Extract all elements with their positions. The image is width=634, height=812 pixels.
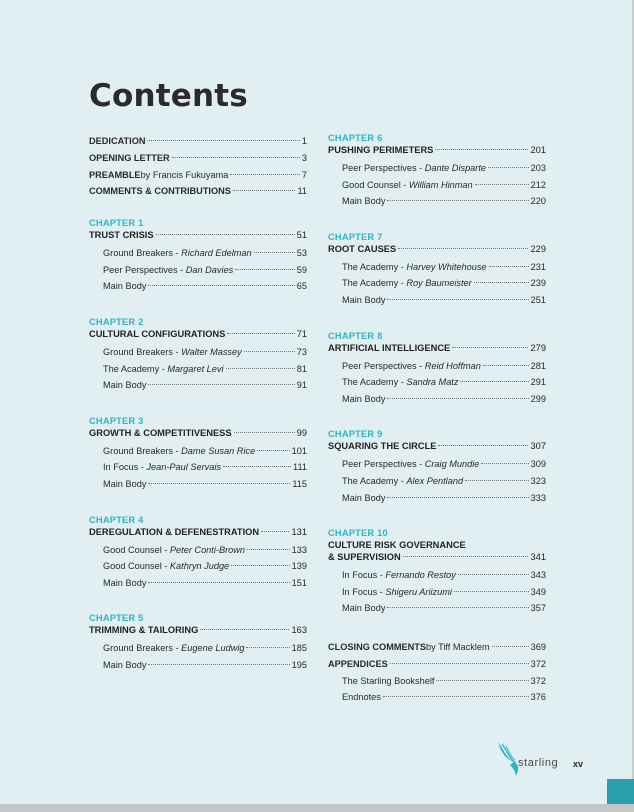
toc-entry-dedication[interactable] (89, 133, 307, 150)
chapter-title: ROOT CAUSES (328, 243, 397, 254)
chapter-title-entry[interactable] (328, 243, 546, 255)
page-number: 376 (530, 692, 546, 703)
toc-sub-entry[interactable] (328, 567, 546, 584)
entry-separator: - (377, 586, 386, 597)
toc-sub-entry[interactable] (328, 259, 546, 276)
entry-author: Fernando Restoy (385, 570, 456, 581)
page-number: 73 (296, 346, 307, 357)
toc-sub-entry[interactable] (89, 443, 307, 460)
dot-leader (488, 167, 529, 168)
dot-leader (257, 450, 289, 451)
page-number: 3 (301, 152, 307, 163)
page-number: 369 (530, 641, 546, 652)
page-number: 281 (530, 360, 546, 371)
dot-leader (458, 574, 529, 575)
dot-leader (454, 591, 529, 592)
entry-separator: - (161, 561, 170, 572)
entry-kind: Peer Perspectives (342, 360, 417, 371)
dot-leader (261, 531, 289, 532)
left-chapters (89, 218, 307, 673)
chapter-title: CULTURAL CONFIGURATIONS (89, 328, 226, 339)
chapter-title-entry[interactable] (89, 328, 307, 340)
entry-author: Jean-Paul Servais (146, 462, 221, 473)
dot-leader (387, 200, 528, 201)
dot-leader (148, 285, 294, 286)
entry-kind: Main Body (103, 380, 147, 391)
chapter-number: CHAPTER 7 (328, 231, 383, 242)
toc-sub-entry[interactable] (328, 292, 546, 309)
toc-sub-entry[interactable] (89, 575, 307, 592)
brand-name: starling (518, 757, 559, 769)
dot-leader (231, 565, 289, 566)
toc-entry-opening-letter[interactable] (89, 150, 307, 167)
toc-entry-comments[interactable] (89, 183, 307, 200)
dot-leader (148, 384, 294, 385)
toc-sub-entry[interactable] (89, 377, 307, 394)
chapter-number: CHAPTER 2 (89, 316, 144, 327)
entry-author: Kathryn Judge (169, 561, 230, 572)
chapter-title-entry[interactable] (89, 624, 307, 636)
page-number: 343 (530, 570, 546, 581)
toc-sub-entry[interactable] (89, 476, 307, 493)
toc-sub-entry[interactable] (89, 262, 307, 279)
entry-kind: Peer Perspectives (103, 264, 178, 275)
toc-entry-bookshelf[interactable] (328, 673, 546, 690)
page-number: 111 (293, 462, 307, 473)
entry-label: OPENING LETTER (89, 152, 170, 163)
entry-label: COMMENTS & CONTRIBUTIONS (89, 186, 231, 197)
page-number: 299 (530, 393, 546, 404)
entry-kind: Main Body (342, 603, 386, 614)
dot-leader (230, 174, 299, 175)
dot-leader (254, 252, 295, 253)
chapter-section (328, 331, 546, 408)
entry-kind: Good Counsel (103, 544, 162, 555)
entry-author: Reid Hoffman (424, 360, 481, 371)
dot-leader (474, 282, 529, 283)
dot-leader (172, 157, 300, 158)
entry-separator: - (398, 475, 407, 486)
page-number: 220 (530, 196, 546, 207)
entry-author: Walter Massey (181, 346, 242, 357)
chapter-title-entry[interactable] (89, 229, 307, 241)
chapter-section (328, 528, 546, 617)
dot-leader (148, 483, 290, 484)
dot-leader (200, 629, 289, 630)
entry-kind: Good Counsel (342, 179, 401, 190)
page-number: 163 (291, 625, 307, 636)
back-matter (328, 639, 546, 706)
entry-author: by Francis Fukuyama (140, 169, 229, 180)
entry-kind: Main Body (103, 577, 147, 588)
toc-sub-entry[interactable] (89, 459, 307, 476)
page-number: 239 (530, 278, 546, 289)
chapter-title-line: CULTURE RISK GOVERNANCE (328, 540, 466, 551)
entry-author: Alex Pentland (406, 475, 464, 486)
entry-kind: Ground Breakers (103, 643, 173, 654)
dot-leader (436, 680, 528, 681)
page-number: 139 (291, 561, 307, 572)
chapter-number: CHAPTER 1 (89, 218, 144, 229)
page-folio: xv (573, 759, 584, 769)
page-number: 349 (530, 586, 546, 597)
entry-author: Dame Susan Rice (181, 445, 256, 456)
entry-author: Harvey Whitehouse (406, 261, 487, 272)
entry-separator: - (177, 264, 186, 275)
chapter-title: SQUARING THE CIRCLE (328, 441, 437, 452)
chapter-title-entry[interactable] (328, 342, 546, 354)
chapter-section (89, 416, 307, 493)
dot-leader (147, 140, 299, 141)
page-number: 91 (296, 380, 307, 391)
page-number: 53 (296, 248, 307, 259)
entry-author: Dan Davies (185, 264, 234, 275)
toc-sub-entry[interactable] (328, 584, 546, 601)
entry-separator: - (398, 261, 407, 272)
entry-kind: The Academy (342, 278, 399, 289)
chapter-title: TRUST CRISIS (89, 230, 154, 241)
page-number: 341 (530, 552, 546, 563)
dot-leader (390, 663, 529, 664)
entry-label: Endnotes (342, 692, 381, 703)
entry-author: Dante Disparte (424, 163, 487, 173)
page-number: 7 (301, 169, 307, 180)
toc-sub-entry[interactable] (328, 456, 546, 473)
entry-separator: - (416, 459, 425, 470)
chapter-number: CHAPTER 4 (89, 514, 144, 525)
dot-leader (226, 368, 295, 369)
entry-kind: The Academy (342, 475, 399, 486)
toc-left-column (89, 133, 307, 696)
entry-author: by Tiff Macklem (426, 641, 490, 652)
toc-sub-entry[interactable] (328, 160, 546, 177)
toc-sub-entry[interactable] (328, 374, 546, 391)
chapter-title: DEREGULATION & DEFENESTRATION (89, 526, 260, 537)
entry-label: DEDICATION (89, 136, 146, 146)
chapter-number: CHAPTER 3 (89, 415, 144, 426)
page-number: 323 (530, 475, 546, 486)
entry-separator: - (172, 643, 182, 654)
entry-label: PREAMBLE (89, 169, 141, 180)
dot-leader (233, 190, 296, 191)
chapter-title: PUSHING PERIMETERS (328, 145, 434, 155)
page-number: 185 (291, 643, 307, 654)
entry-author: Roy Baumeister (406, 278, 472, 289)
dot-leader (223, 466, 291, 467)
entry-kind: Ground Breakers (103, 346, 173, 357)
corner-accent-block (607, 779, 634, 805)
chapter-title: & SUPERVISION (328, 552, 401, 563)
entry-kind: Main Body (342, 294, 386, 305)
dot-leader (489, 266, 529, 267)
dot-leader (438, 445, 528, 446)
entry-kind: Main Body (103, 281, 147, 292)
entry-separator: - (161, 544, 170, 555)
page-number: 115 (292, 478, 307, 489)
entry-kind: The Academy (103, 363, 160, 374)
chapter-section (328, 133, 546, 210)
page-number: 51 (296, 230, 307, 241)
entry-author: Sandra Matz (406, 377, 459, 388)
page-number: 309 (530, 459, 546, 470)
entry-label: The Starling Bookshelf (342, 675, 435, 686)
dot-leader (387, 497, 528, 498)
entry-author: Shigeru Ariizumi (385, 586, 452, 597)
entry-kind: Ground Breakers (103, 248, 173, 259)
viewer-bottom-strip (0, 804, 634, 812)
page-number: 195 (291, 659, 307, 670)
page-number: 133 (291, 544, 307, 555)
entry-label: CLOSING COMMENTS (328, 641, 426, 652)
dot-leader (465, 480, 529, 481)
toc-entry-closing-comments[interactable] (328, 639, 546, 656)
dot-leader (387, 299, 528, 300)
toc-sub-entry[interactable] (89, 542, 307, 559)
page-number: 333 (530, 492, 546, 503)
dot-leader (492, 646, 529, 647)
toc-sub-entry[interactable] (328, 275, 546, 292)
dot-leader (483, 365, 529, 366)
chapter-number: CHAPTER 6 (328, 133, 383, 143)
dot-leader (387, 398, 528, 399)
chapter-title-entry[interactable] (328, 551, 546, 563)
dot-leader (247, 549, 290, 550)
page-number: 291 (530, 377, 546, 388)
entry-kind: The Academy (342, 261, 399, 272)
entry-separator: - (416, 163, 425, 173)
toc-sub-entry[interactable] (89, 640, 307, 657)
dot-leader (227, 333, 294, 334)
dot-leader (398, 248, 528, 249)
entry-separator: - (138, 462, 147, 473)
dot-leader (156, 234, 295, 235)
page-number: 99 (296, 427, 307, 438)
entry-author: Margaret Levi (167, 363, 224, 374)
entry-separator: - (172, 445, 182, 456)
entry-kind: Good Counsel (103, 561, 162, 572)
page-number: 11 (297, 186, 307, 197)
chapter-section (328, 232, 546, 309)
entry-kind: Peer Perspectives (342, 459, 417, 470)
toc-right-column (328, 133, 546, 728)
chapter-title: ARTIFICIAL INTELLIGENCE (328, 342, 451, 353)
page-number: 71 (296, 328, 307, 339)
toc-entry-appendices[interactable] (328, 656, 546, 673)
entry-author: Craig Mundie (424, 459, 480, 470)
chapter-title: TRIMMING & TAILORING (89, 625, 199, 636)
page-number: 212 (530, 179, 546, 190)
entry-kind: Main Body (103, 659, 147, 670)
entry-kind: In Focus (103, 462, 139, 473)
right-chapters (328, 133, 546, 617)
entry-kind: Main Body (103, 478, 147, 489)
entry-label: APPENDICES (328, 658, 388, 669)
entry-author: Peter Conti-Brown (169, 544, 245, 555)
toc-sub-entry[interactable] (89, 278, 307, 295)
entry-separator: - (172, 346, 182, 357)
toc-sub-entry[interactable] (89, 657, 307, 674)
dot-leader (148, 664, 289, 665)
chapter-title-entry[interactable] (89, 427, 307, 439)
chapter-title: GROWTH & COMPETITIVENESS (89, 427, 232, 438)
dot-leader (148, 582, 289, 583)
entry-kind: Ground Breakers (103, 445, 173, 456)
page-number: 231 (530, 261, 546, 272)
entry-separator: - (398, 377, 407, 388)
page-number: 372 (530, 658, 546, 669)
chapter-section (89, 613, 307, 673)
toc-sub-entry[interactable] (328, 177, 546, 194)
entry-kind: In Focus (342, 586, 378, 597)
entry-author: William Hinman (408, 179, 473, 190)
entry-kind: In Focus (342, 570, 378, 581)
toc-sub-entry[interactable] (328, 358, 546, 375)
chapter-section (89, 218, 307, 295)
page-title: Contents (89, 78, 248, 114)
entry-separator: - (377, 570, 386, 581)
dot-leader (435, 149, 528, 150)
chapter-number: CHAPTER 9 (328, 429, 383, 440)
toc-sub-entry[interactable] (328, 473, 546, 490)
entry-kind: The Academy (342, 377, 399, 388)
chapter-title-entry[interactable] (328, 144, 546, 156)
page-number: 372 (530, 675, 546, 686)
chapter-title-entry[interactable] (89, 526, 307, 538)
page-number: 131 (291, 526, 307, 537)
chapter-section (89, 317, 307, 394)
entry-separator: - (398, 278, 407, 289)
entry-separator: - (400, 179, 409, 190)
chapter-section (328, 429, 546, 506)
dot-leader (475, 184, 529, 185)
page-number: 251 (530, 294, 546, 305)
toc-sub-entry[interactable] (89, 344, 307, 361)
chapter-number: CHAPTER 5 (89, 613, 144, 624)
dot-leader (246, 647, 289, 648)
chapter-number: CHAPTER 8 (328, 330, 383, 341)
toc-entry-endnotes[interactable] (328, 689, 546, 706)
page-number: 357 (530, 603, 546, 614)
page-number: 307 (530, 441, 546, 452)
entry-author: Eugene Ludwig (181, 643, 245, 654)
entry-kind: Main Body (342, 393, 386, 404)
toc-sub-entry[interactable] (328, 490, 546, 507)
page-number: 81 (296, 363, 307, 374)
entry-author: Richard Edelman (181, 248, 252, 259)
dot-leader (234, 432, 295, 433)
dot-leader (403, 556, 529, 557)
entry-kind: Main Body (342, 196, 386, 207)
dot-leader (244, 351, 295, 352)
toc-sub-entry[interactable] (89, 558, 307, 575)
toc-sub-entry[interactable] (89, 361, 307, 378)
page-number: 151 (291, 577, 307, 588)
page-number: 203 (530, 163, 546, 173)
entry-separator: - (172, 248, 182, 259)
front-matter (89, 133, 307, 200)
toc-sub-entry[interactable] (328, 391, 546, 408)
dot-leader (235, 269, 295, 270)
chapter-number: CHAPTER 10 (328, 528, 388, 539)
page-number: 201 (530, 145, 546, 155)
toc-sub-entry[interactable] (328, 600, 546, 617)
dot-leader (383, 696, 529, 697)
page-number: 65 (296, 281, 307, 292)
page-number: 1 (301, 136, 307, 146)
dot-leader (387, 607, 528, 608)
entry-separator: - (159, 363, 168, 374)
page-number: 229 (530, 243, 546, 254)
entry-kind: Peer Perspectives (342, 163, 417, 173)
page-number: 101 (291, 445, 307, 456)
dot-leader (481, 463, 528, 464)
page-number: 59 (296, 264, 307, 275)
toc-sub-entry[interactable] (328, 193, 546, 210)
toc-sub-entry[interactable] (89, 245, 307, 262)
entry-kind: Main Body (342, 492, 386, 503)
page-number: 279 (530, 342, 546, 353)
dot-leader (452, 347, 528, 348)
dot-leader (460, 381, 528, 382)
chapter-title-entry[interactable] (328, 440, 546, 452)
chapter-section (89, 515, 307, 592)
toc-entry-preamble[interactable] (89, 167, 307, 184)
entry-separator: - (416, 360, 425, 371)
